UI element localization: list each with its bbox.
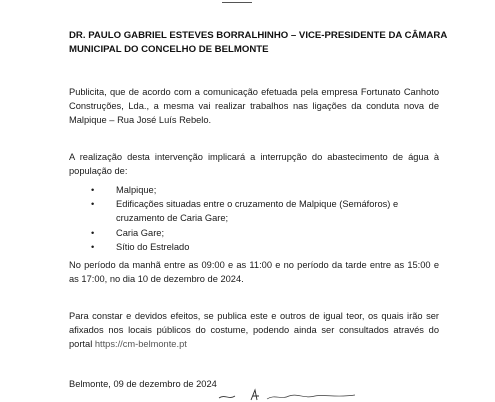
list-item: • Malpique; <box>69 183 439 197</box>
paragraph-schedule: No período da manhã entre as 09:00 e as 11:00 e no período da tarde entre as 15:00 e as 17:00, no dia 10 de dezembro de 2024. <box>69 260 439 285</box>
portal-link[interactable]: https://cm-belmonte.pt <box>94 339 187 350</box>
document-heading: DR. PAULO GABRIEL ESTEVES BORRALHINHO – VICE-PRESIDENTE DA CÂMARA MUNICIPAL DO CONCELHO DE BELMONTE <box>69 30 447 55</box>
list-item: • Sítio do Estrelado <box>69 240 439 254</box>
paragraph-publication <box>69 309 439 352</box>
publication-text: Para constar e devidos efeitos, se publica este e outros de igual teor, os quais irão ser afixados nos locais públicos do costume, podendo ainda ser consultados através do portal <box>69 311 439 350</box>
list-item: • Caria Gare; <box>69 226 439 240</box>
list-item: • Edificações situadas entre o cruzamento de Malpique (Semáforos) e cruzamento de Caria Gare; <box>69 197 439 225</box>
paragraph-interruption: A realização desta intervenção implicará a interrupção do abastecimento de água à população de: <box>69 152 439 177</box>
date-line: Belmonte, 09 de dezembro de 2024 <box>69 379 217 389</box>
affected-areas-list <box>69 183 439 254</box>
paragraph-announcement: Publicita, que de acordo com a comunicação efetuada pela empresa Fortunato Canhoto Construções, Lda., a mesma vai realizar trabalhos nas ligações da conduta nova de Malpique – Rua José Luís Rebelo. <box>69 87 439 126</box>
header-mark <box>222 0 252 3</box>
